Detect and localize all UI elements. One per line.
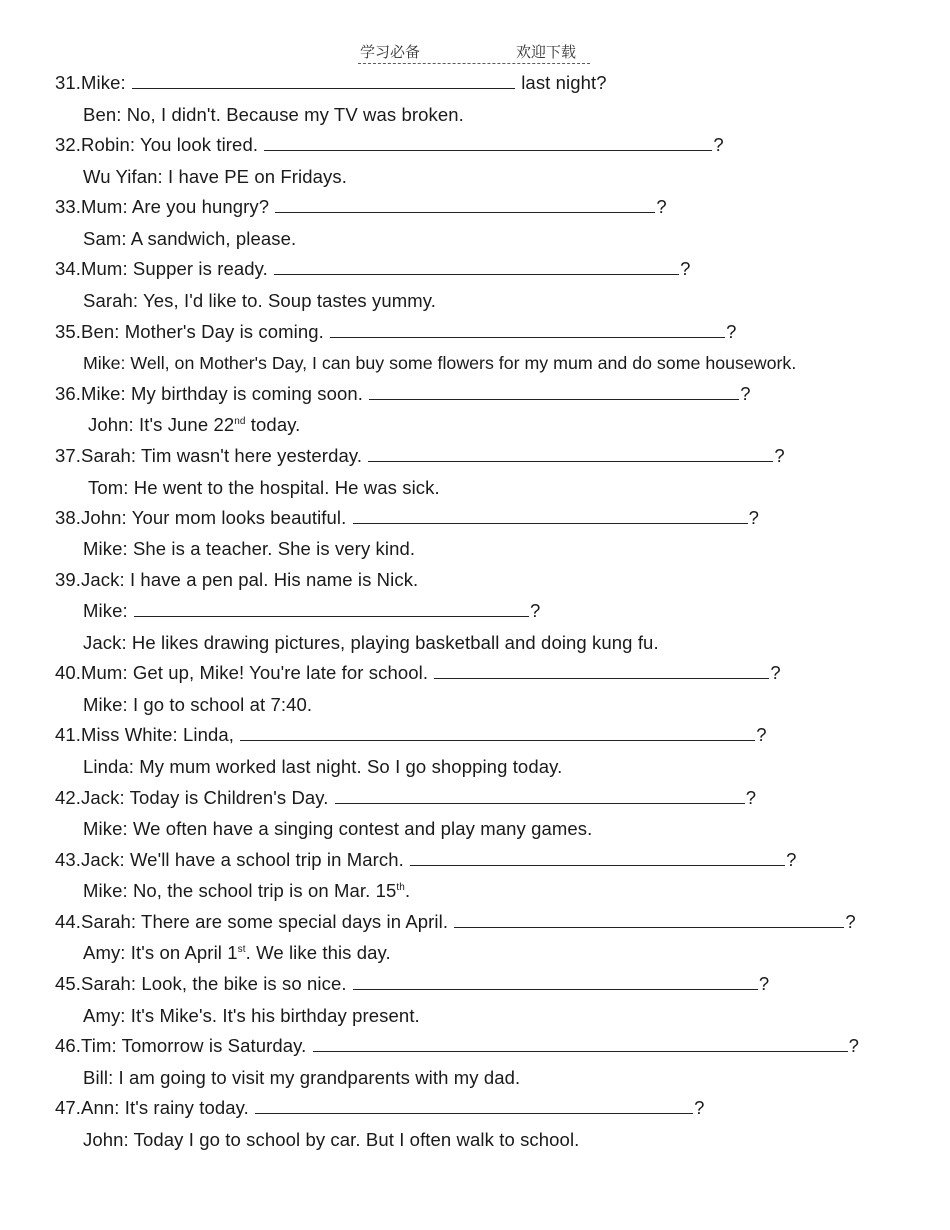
question-number: 31. [55,72,82,93]
question-39: 39.Jack: I have a pen pal. His name is Nick. [55,569,419,590]
answer-42: Mike: We often have a singing contest and play many games. [83,818,593,839]
answer-40: Mike: I go to school at 7:40. [83,694,313,715]
answer-blank[interactable] [410,849,785,866]
answer-37: Tom: He went to the hospital. He was sick. [88,477,440,498]
answer-blank[interactable] [330,321,725,338]
answer-34: Sarah: Yes, I'd like to. Soup tastes yummy. [83,290,436,311]
question-33: 33.Mum: Are you hungry? ? [55,196,667,217]
answer-blank[interactable] [275,196,655,213]
question-39-followup: Mike: ? [83,600,541,621]
answer-blank[interactable] [240,724,755,741]
answer-blank[interactable] [255,1097,693,1114]
answer-44: Amy: It's on April 1st. We like this day. [83,942,391,963]
answer-43: Mike: No, the school trip is on Mar. 15th. [83,880,411,901]
header-right-text: 欢迎下载 [516,43,577,61]
answer-blank[interactable] [368,445,773,462]
answer-47: John: Today I go to school by car. But I often walk to school. [83,1129,580,1150]
header-left-text: 学习必备 [360,43,421,61]
question-34: 34.Mum: Supper is ready. ? [55,258,691,279]
answer-blank[interactable] [454,911,844,928]
question-text: last night? [515,72,607,93]
answer-31: Ben: No, I didn't. Because my TV was broken. [83,104,464,125]
answer-36: John: It's June 22nd today. [88,414,301,435]
answer-38: Mike: She is a teacher. She is very kind. [83,538,416,559]
answer-45: Amy: It's Mike's. It's his birthday present. [83,1005,420,1026]
question-36: 36.Mike: My birthday is coming soon. ? [55,383,751,404]
answer-33: Sam: A sandwich, please. [83,228,297,249]
answer-blank[interactable] [274,258,679,275]
question-37: 37.Sarah: Tim wasn't here yesterday. ? [55,445,785,466]
question-46: 46.Tim: Tomorrow is Saturday. ? [55,1035,860,1056]
answer-blank[interactable] [335,787,745,804]
question-35: 35.Ben: Mother's Day is coming. ? [55,321,737,342]
answer-blank[interactable] [369,383,739,400]
answer-blank[interactable] [132,72,515,89]
page-header [358,41,590,64]
question-47: 47.Ann: It's rainy today. ? [55,1097,705,1118]
question-44: 44.Sarah: There are some special days in April. ? [55,911,856,932]
answer-35: Mike: Well, on Mother's Day, I can buy some flowers for my mum and do some housework. [83,353,797,373]
answer-41: Linda: My mum worked last night. So I go shopping today. [83,756,563,777]
question-31 [55,72,607,94]
question-38: 38.John: Your mom looks beautiful. ? [55,507,760,528]
answer-blank[interactable] [313,1035,848,1052]
question-32: 32.Robin: You look tired. ? [55,134,724,155]
question-43: 43.Jack: We'll have a school trip in March. ? [55,849,797,870]
question-41: 41.Miss White: Linda, ? [55,724,767,745]
answer-blank[interactable] [134,600,529,617]
answer-46: Bill: I am going to visit my grandparents with my dad. [83,1067,521,1088]
answer-32: Wu Yifan: I have PE on Fridays. [83,166,347,187]
answer-39: Jack: He likes drawing pictures, playing basketball and doing kung fu. [83,632,659,653]
question-45: 45.Sarah: Look, the bike is so nice. ? [55,973,770,994]
question-42: 42.Jack: Today is Children's Day. ? [55,787,757,808]
speaker: Mike: [81,72,131,93]
answer-blank[interactable] [353,507,748,524]
answer-blank[interactable] [264,134,712,151]
answer-blank[interactable] [353,973,758,990]
question-40: 40.Mum: Get up, Mike! You're late for school. ? [55,662,781,683]
answer-blank[interactable] [434,662,769,679]
